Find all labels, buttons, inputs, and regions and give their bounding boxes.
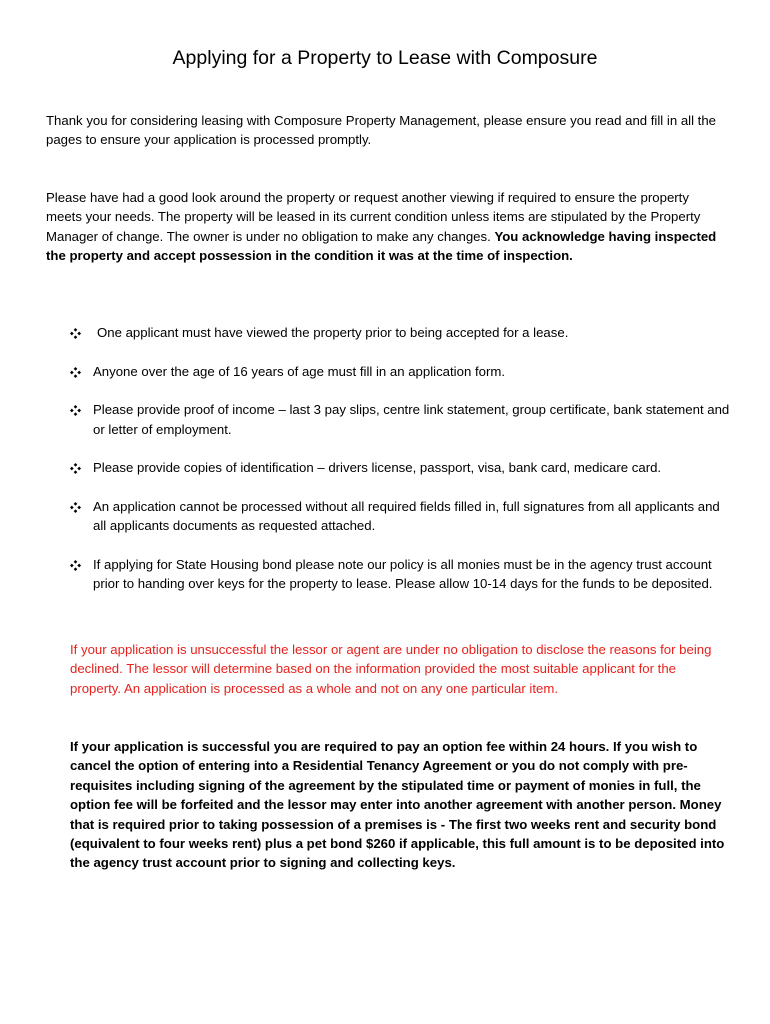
list-item xyxy=(70,497,730,536)
requirements-list xyxy=(70,323,730,613)
four-diamond-bullet-icon xyxy=(70,405,81,416)
four-diamond-bullet-icon xyxy=(70,367,81,378)
list-item-text: One applicant must have viewed the property prior to being accepted for a lease. xyxy=(97,325,569,340)
inspection-text: Please have had a good look around the property or request another viewing if required to ensure the property meets your needs. The property will be leased in its current condition unless items are stipulated by the Property Manager of change. The owner is under no obligation to make any changes. xyxy=(46,190,701,244)
four-diamond-bullet-icon xyxy=(70,502,81,513)
four-diamond-bullet-icon xyxy=(70,328,81,339)
list-item-text: Anyone over the age of 16 years of age must fill in an application form. xyxy=(93,363,505,379)
four-diamond-bullet-icon xyxy=(70,560,81,571)
list-item xyxy=(70,458,730,477)
list-item xyxy=(70,555,730,594)
list-item xyxy=(70,362,730,381)
inspection-acknowledgement: You acknowledge having inspected the property and accept possession in the condition it was at the time of inspection. xyxy=(46,228,717,264)
list-item-text: Please provide copies of identification – drivers license, passport, visa, bank card, medicare card. xyxy=(93,460,662,476)
list-item-text: Please provide proof of income – last 3 pay slips, centre link statement, group certificate, bank statement and or letter of employment. xyxy=(93,402,730,437)
list-item xyxy=(70,323,730,342)
unsuccessful-application-notice: If your application is unsuccessful the lessor or agent are under no obligation to disclose the reasons for being declined. The lessor will determine based on the information provided the most suitable applicant for the property. An application is processed as a whole and not on any one particular item. xyxy=(70,642,712,696)
list-item xyxy=(70,400,730,439)
intro-paragraph: Thank you for considering leasing with Composure Property Management, please ensure you read and fill in all the pages to ensure your application is processed promptly. xyxy=(46,113,717,148)
list-item-text: If applying for State Housing bond please note our policy is all monies must be in the agency trust account prior to handing over keys for the property to lease. Please allow 10-14 days for the funds to be deposited. xyxy=(93,556,713,592)
page-title: Applying for a Property to Lease with Composure xyxy=(172,47,598,69)
four-diamond-bullet-icon xyxy=(70,463,81,474)
list-item-text: An application cannot be processed without all required fields filled in, full signatures from all applicants and all applicants documents as requested attached. xyxy=(93,498,720,534)
inspection-paragraph xyxy=(46,188,726,266)
successful-application-notice: If your application is successful you are required to pay an option fee within 24 hours. If you wish to cancel the option of entering into a Residential Tenancy Agreement or you do not comply with pre-requisites including signing of the agreement by the stipulated time or payment of monies in full, the option fee will be forfeited and the lessor may enter into another agreement with another person. Money that is required prior to taking possession of a premises is - The first two weeks rent and security bond (equivalent to four weeks rent) plus a pet bond $260 if applicable, this full amount is to be deposited into the agency trust account prior to signing and collecting keys. xyxy=(70,739,725,871)
